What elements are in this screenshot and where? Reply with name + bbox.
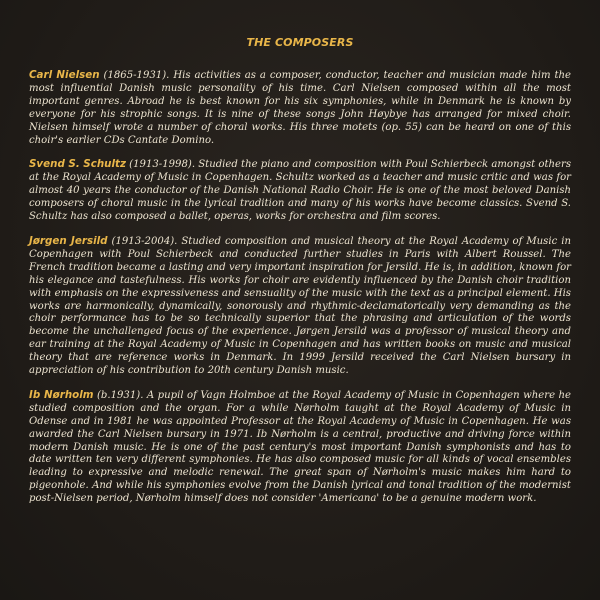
composer-text: (b.1931). A pupil of Vagn Holmboe at the Royal Academy of Music in Copenhagen where he studied composition and the organ. For a while Nørholm taught at the Royal Academy of Music in Odense and in 1981 he was appointed Professor at the Royal Academy of Music in Copenhagen. He was awarded the Carl Nielsen bursary in 1971. Ib Nørholm is a central, productive and driving force within modern Danish music. He is one of the past century's most important Danish symphonists and has to date written ten very different symphonies. He has also composed music for all kinds of vocal ensembles leading to expressive and melodic renewal. The great span of Nørholm's music makes him hard to pigeonhole. And while his symphonies evolve from the Danish lyrical and tonal tradition of the modernist post-Nielsen period, Nørholm himself does not consider 'Americana' to be a genuine modern work. <box>29 389 571 505</box>
composer-bio-nielsen <box>29 69 571 147</box>
composer-bio-jersild <box>29 235 571 378</box>
composer-text: (1865-1931). His activities as a composer, conductor, teacher and musician made him the most influential Danish music personality of his time. Carl Nielsen composed within all the most important genres. Abroad he is best known for his six symphonies, while in Denmark he is known by everyone for his strophic songs. It is nine of these songs John Høybye has arranged for mixed choir. Nielsen himself wrote a number of choral works. His three motets (op. 55) can be heard on one of this choir's earlier CDs Cantate Domino. <box>29 70 571 146</box>
composer-name: Carl Nielsen <box>29 69 100 81</box>
composer-bio-schultz <box>29 158 571 224</box>
composer-name: Svend S. Schultz <box>29 158 126 171</box>
page-title: THE COMPOSERS <box>246 36 354 49</box>
composer-text: (1913-1998). Studied the piano and composition with Poul Schierbeck amongst others at the Royal Academy of Music in Copenhagen. Schultz worked as a teacher and music critic and was for almost 40 years the conductor of the Danish National Radio Choir. He is one of the most beloved Danish composers of choral music in the lyrical tradition and many of his works have become classics. Svend S. Schultz has also composed a ballet, operas, works for orchestra and film scores. <box>29 159 572 223</box>
composer-name: Ib Nørholm <box>29 388 94 401</box>
composer-bio-norholm <box>29 389 571 506</box>
composer-name: Jørgen Jersild <box>29 234 108 247</box>
composer-text: (1913-2004). Studied composition and musical theory at the Royal Academy of Music in Copenhagen with Poul Schierbeck and conducted further studies in Paris with Albert Roussel. The French tradition became a lasting and very important inspiration for Jersild. He is, in addition, known for his elegance and tastefulness. His works for choir are evidently influenced by the Danish choir tradition with emphasis on the expressiveness and sensuality of the music with the text as a principal element. His works are harmonically, dynamically, sonorously and rhythmic-declamatorically very demanding as the choir performance has to be so technically superior that the phrasing and articulation of the words become the unchallenged focus of the experience. Jørgen Jersild was a professor of musical theory and ear training at the Royal Academy of Music in Copenhagen and has written books on music and musical theory that are reference works in Denmark. In 1999 Jersild received the Carl Nielsen bursary in appreciation of his contribution to 20th century Danish music. <box>29 235 571 377</box>
